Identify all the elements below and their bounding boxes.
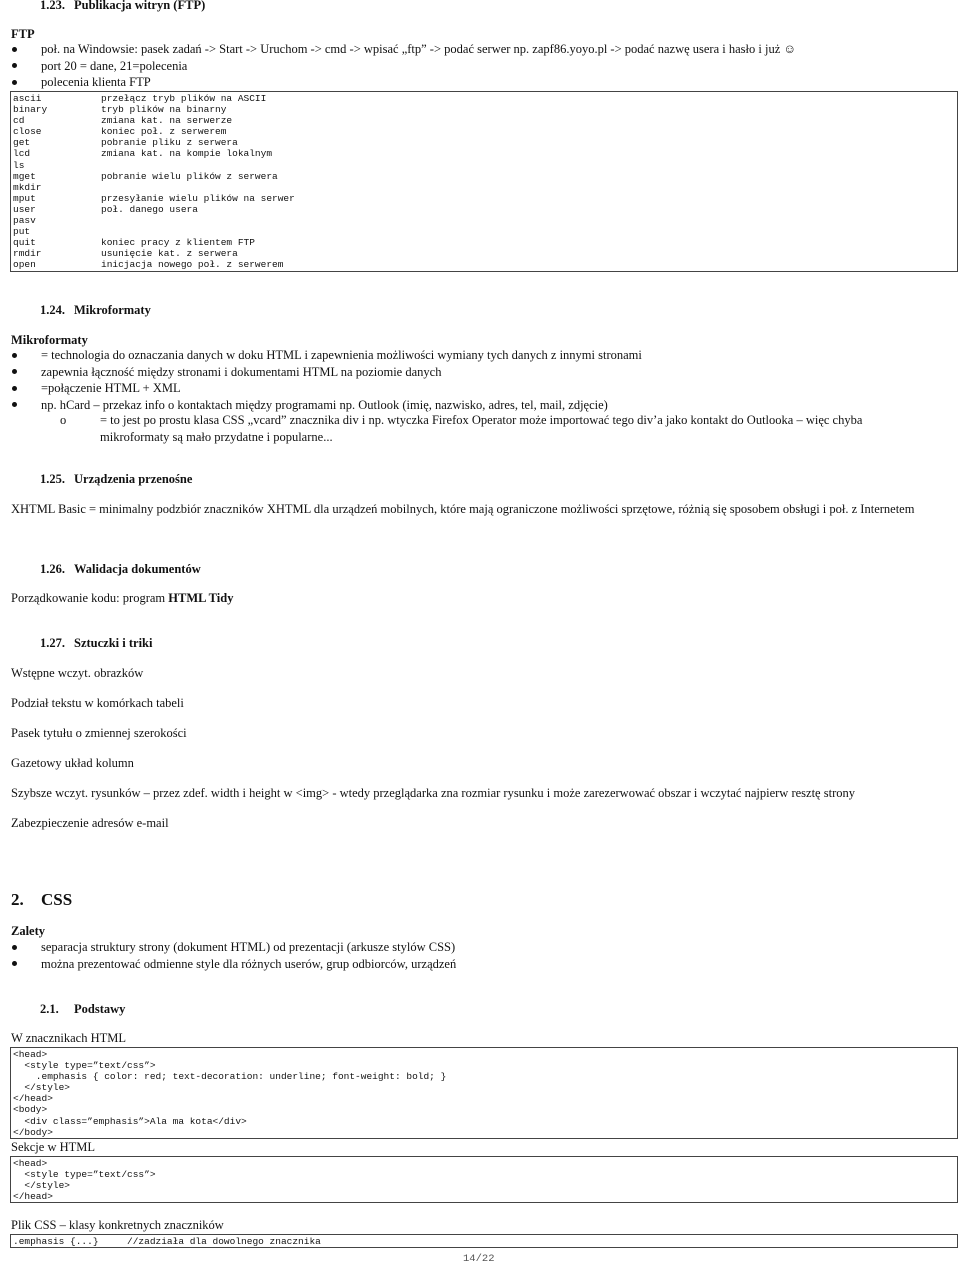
table-row	[11, 137, 957, 148]
bullet-text: polecenia klienta FTP	[41, 75, 151, 89]
section-title: Walidacja dokumentów	[74, 562, 201, 576]
command-name: rmdir	[13, 248, 42, 260]
command-name: pasv	[13, 215, 36, 227]
list-item	[11, 364, 642, 381]
command-name: put	[13, 226, 31, 238]
command-name: ascii	[13, 93, 42, 104]
bullet-icon	[12, 80, 17, 85]
section-heading-1-24	[40, 303, 151, 318]
zalety-bullet-list	[11, 939, 456, 972]
section-number: 1.23.	[40, 0, 65, 12]
trick-item: Podział tekstu w komórkach tabeli	[11, 696, 184, 710]
command-name: user	[13, 203, 36, 215]
command-description: koniec pracy z klientem FTP	[101, 237, 255, 249]
code-line: </style>	[13, 1180, 71, 1192]
command-name: mkdir	[13, 181, 42, 193]
page-number: 14/22	[463, 1253, 495, 1265]
section-number: 1.24.	[40, 303, 65, 317]
list-item	[11, 58, 796, 75]
section-heading-2-1	[40, 1002, 125, 1017]
command-description: przesyłanie wielu plików na serwer	[101, 192, 295, 204]
bullet-icon	[12, 386, 17, 391]
section-heading-1-23	[40, 0, 205, 13]
command-description: pobranie pliku z serwera	[101, 137, 238, 149]
trick-item: Gazetowy układ kolumn	[11, 756, 134, 770]
chapter-heading-css	[11, 890, 72, 910]
table-row	[11, 237, 957, 248]
sub-bullet-text: = to jest po prostu klasa CSS „vcard” znacznika div i np. wtyczka Firefox Operator może importować tego div’a jako kontakt do Outlooka – więc chyba mikroformaty są mało przydatne i popularne...	[100, 413, 863, 444]
mikroformaty-label: Mikroformaty	[11, 333, 88, 347]
table-row	[11, 259, 957, 270]
table-row	[11, 193, 957, 204]
table-row	[11, 104, 957, 115]
bullet-text: poł. na Windowsie: pasek zadań -> Start -> Uruchom -> cmd -> wpisać „ftp” -> podać serwer np. zapf86.yoyo.pl -> podać nazwę usera i hasło i już ☺	[41, 42, 797, 56]
section-title: Sztuczki i triki	[74, 636, 153, 650]
command-description: zmiana kat. na kompie lokalnym	[101, 148, 273, 160]
bullet-text: port 20 = dane, 21=polecenia	[41, 58, 188, 73]
command-description: przełącz tryb plików na ASCII	[101, 93, 267, 104]
bullet-icon	[12, 961, 17, 966]
command-description: inicjacja nowego poł. z serwerem	[101, 259, 284, 271]
sub-bullet-marker: o	[60, 413, 67, 427]
bullet-text: =połączenie HTML + XML	[41, 381, 181, 395]
code-line: </head>	[13, 1093, 53, 1105]
code2-label: Sekcje w HTML	[11, 1140, 96, 1154]
code-line: </body>	[13, 1126, 53, 1138]
list-item	[11, 347, 642, 364]
bullet-icon	[12, 353, 17, 358]
list-item	[11, 41, 796, 58]
table-row	[11, 160, 957, 171]
table-row	[11, 171, 957, 182]
code1-label: W znacznikach HTML	[11, 1031, 126, 1045]
code-block-sections	[10, 1156, 958, 1203]
code-line: .emphasis {...} //zadziała dla dowolnego znacznika	[13, 1236, 321, 1247]
section-number: 1.27.	[40, 636, 65, 650]
validation-text: Porządkowanie kodu: program	[11, 591, 169, 605]
section-number: 1.25.	[40, 472, 65, 486]
command-name: lcd	[13, 148, 31, 160]
section-heading-1-26	[40, 562, 201, 577]
command-name: binary	[13, 104, 48, 116]
command-description: usunięcie kat. z serwera	[101, 248, 238, 260]
section-title: Podstawy	[74, 1002, 126, 1016]
code-line: </head>	[13, 1191, 53, 1203]
bullet-text: zapewnia łączność między stronami i dokumentami HTML na poziomie danych	[41, 364, 442, 379]
zalety-label: Zalety	[11, 924, 46, 938]
command-name: mput	[13, 192, 36, 204]
validation-paragraph	[11, 591, 233, 606]
command-name: get	[13, 137, 31, 149]
command-name: cd	[13, 115, 25, 127]
section-number: 1.26.	[40, 562, 65, 576]
table-row	[11, 182, 957, 193]
command-description: poł. danego usera	[101, 203, 198, 215]
code-line: <style type=”text/css”>	[13, 1060, 156, 1072]
code-line: <head>	[13, 1158, 48, 1169]
trick-item: Wstępne wczyt. obrazków	[11, 666, 144, 680]
mikro-bullet-list	[11, 347, 642, 413]
section-heading-1-25	[40, 472, 192, 487]
ftp-label: FTP	[11, 27, 35, 41]
list-item	[11, 956, 456, 973]
table-row	[11, 204, 957, 215]
trick-item: Pasek tytułu o zmiennej szerokości	[11, 726, 187, 740]
code-line: </style>	[13, 1082, 71, 1094]
list-item	[11, 380, 642, 397]
command-name: close	[13, 126, 42, 138]
table-row	[11, 148, 957, 159]
command-name: ls	[13, 159, 25, 171]
ftp-commands-table	[10, 91, 958, 272]
chapter-number: 2.	[11, 890, 24, 909]
table-row	[11, 126, 957, 137]
command-description: tryb plików na binarny	[101, 104, 227, 116]
bullet-icon	[12, 63, 17, 68]
command-description: zmiana kat. na serwerze	[101, 115, 233, 127]
bullet-text: separacja struktury strony (dokument HTML) od prezentacji (arkusze stylów CSS)	[41, 940, 456, 954]
bullet-icon	[12, 369, 17, 374]
list-item	[11, 939, 456, 956]
list-item	[11, 74, 796, 91]
bullet-icon	[12, 945, 17, 950]
trick-item: Szybsze wczyt. rysunków – przez zdef. width i height w <img> - wtedy przeglądarka zna rozmiar rysunku i może zarezerwować obszar i wczytać najpierw resztę strony	[11, 786, 855, 800]
bullet-text: można prezentować odmienne style dla różnych userów, grup odbiorców, urządzeń	[41, 956, 457, 971]
code-block-html	[10, 1047, 958, 1139]
code-block-css-file	[10, 1234, 958, 1248]
section-title: Mikroformaty	[74, 303, 151, 317]
code-line: <body>	[13, 1104, 48, 1116]
chapter-title: CSS	[41, 890, 73, 909]
code-line: .emphasis { color: red; text-decoration: underline; font-weight: bold; }	[13, 1071, 447, 1083]
ftp-bullet-list	[11, 41, 796, 91]
table-row	[11, 226, 957, 237]
bullet-text: = technologia do oznaczania danych w doku HTML i zapewnienia możliwości wymiany tych danych z innymi stronami	[41, 348, 642, 362]
section-heading-1-27	[40, 636, 152, 651]
bullet-icon	[12, 402, 17, 407]
xhtml-basic-paragraph: XHTML Basic = minimalny podzbiór znaczników XHTML dla urządzeń mobilnych, które mają ograniczone możliwości sprzętowe, różnią się sposobem obsługi i poł. z Internetem	[11, 502, 915, 516]
code-line: <head>	[13, 1049, 48, 1060]
section-number: 2.1.	[40, 1002, 59, 1016]
bullet-icon	[12, 47, 17, 52]
command-name: mget	[13, 170, 36, 182]
command-description: koniec poł. z serwerem	[101, 126, 227, 138]
list-item	[11, 397, 642, 414]
table-row	[11, 115, 957, 126]
section-title: Urządzenia przenośne	[74, 472, 193, 486]
table-row	[11, 248, 957, 259]
bullet-text: np. hCard – przekaz info o kontaktach między programami np. Outlook (imię, nazwisko, adres, tel, mail, zdjęcie)	[41, 397, 608, 412]
code-line: <div class=”emphasis”>Ala ma kota</div>	[13, 1115, 247, 1127]
validation-tool: HTML Tidy	[168, 591, 234, 605]
command-name: open	[13, 259, 36, 271]
table-row	[11, 215, 957, 226]
command-description: pobranie wielu plików z serwera	[101, 170, 278, 182]
trick-item: Zabezpieczenie adresów e-mail	[11, 816, 169, 830]
section-title: Publikacja witryn (FTP)	[74, 0, 206, 12]
code3-label: Plik CSS – klasy konkretnych znaczników	[11, 1218, 224, 1232]
code-line: <style type=”text/css”>	[13, 1169, 156, 1181]
table-row	[11, 93, 957, 104]
command-name: quit	[13, 237, 36, 249]
